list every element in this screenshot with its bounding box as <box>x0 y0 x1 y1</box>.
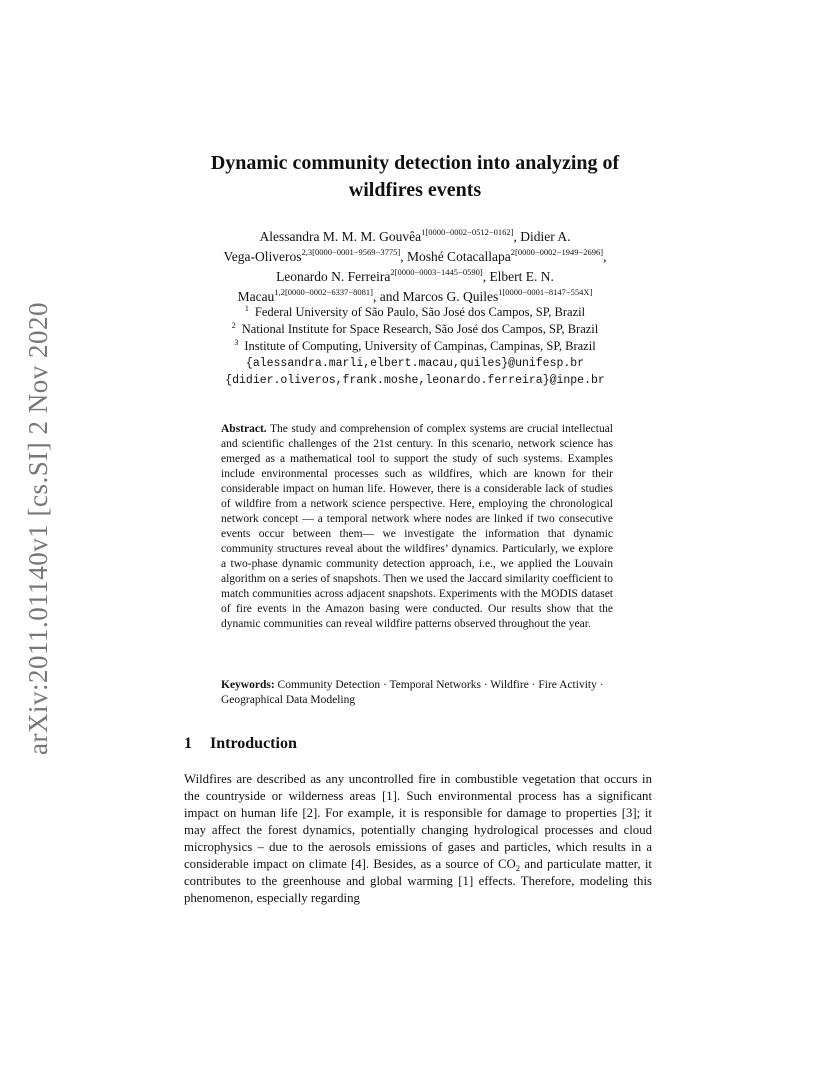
author-line-2 <box>160 247 670 267</box>
paper-title-line-2: wildfires events <box>348 179 482 201</box>
abstract-text: The study and comprehension of complex systems are crucial intellectual and scientific challenges of the 21st century. In this scenario, network science has emerged as a mathematical tool to support the study of such systems. Examples include environmental processes such as wildfires, which are known for their considerable impact on human life. However, there is a considerable lack of studies of wildfire from a network science perspective. Here, employing the chronological network concept — a temporal network where nodes are linked if two consecutive events occur between them— we investigate the information that dynamic community structures reveal about the wildfires’ dynamics. Particularly, we explore a two-phase dynamic community detection approach, i.e., we applied the Louvain algorithm on a series of snapshots. Then we used the Jaccard similarity coefficient to match communities across adjacent snapshots. Experiments with the MODIS dataset of fire events in the Amazon basing were conducted. Our results show that the dynamic communities can reveal wildfire patterns observed throughout the year. <box>221 423 613 630</box>
author-name: Leonardo N. Ferreira <box>276 269 391 284</box>
email-line-1: {alessandra.marli,elbert.macau,quiles}@unifesp.br <box>245 357 585 370</box>
author-separator: , <box>603 249 607 264</box>
email-line-2: {didier.oliveros,frank.moshe,leonardo.ferreira}@inpe.br <box>225 374 605 387</box>
intro-paragraph <box>184 771 652 907</box>
abstract <box>221 422 613 632</box>
affiliation-mark: 2 <box>231 321 236 330</box>
author-list <box>160 227 670 307</box>
author-name: , Moshé Cotacallapa <box>400 249 511 264</box>
paper-title <box>150 150 680 204</box>
section-number: 1 <box>184 735 192 752</box>
affiliation-text: Federal University of São Paulo, São José dos Campos, SP, Brazil <box>254 305 586 319</box>
intro-subscript: 2 <box>515 863 521 873</box>
section-title: Introduction <box>210 735 297 752</box>
author-name: , and Marcos G. Quiles <box>372 289 499 304</box>
intro-text-part-1: Wildfires are described as any uncontrolled fire in combustible vegetation that occurs in the countryside or wilderness areas [1]. Such environmental process has a significant impact on human life [2]. For example, it is responsible for damage to properties [3]; it may affect the forest dynamics, potentially changing hydrological processes and cloud microphysics – due to the aerosols emissions of gases and particles, which results in a considerable impact on climate [4]. Besides, as a source of CO <box>184 772 652 871</box>
affiliation-mark: 3 <box>234 338 239 347</box>
intro-text-part-2: and particulate matter, it contributes to the greenhouse and global warming [1] effects. Therefore, modeling this phenomenon, especially regarding <box>184 857 652 905</box>
author-name: Vega-Oliveros <box>223 249 302 264</box>
affiliation-mark: 1 <box>244 304 249 313</box>
author-orcid: 1[0000−0002−0512−0162] <box>421 227 514 237</box>
abstract-label: Abstract. <box>221 423 267 435</box>
section-heading <box>184 735 297 753</box>
author-orcid: 2[0000−0002−1949−2696] <box>510 247 604 257</box>
author-name: Alessandra M. M. M. Gouvêa <box>259 229 422 244</box>
author-line-1 <box>160 227 670 247</box>
author-line-3 <box>160 267 670 287</box>
author-orcid: 2,3[0000−0001−9569−3775] <box>301 247 401 257</box>
keywords <box>221 678 613 708</box>
keywords-text: Community Detection · Temporal Networks · Wildfire · Fire Activity · Geographical Data Modeling <box>221 679 604 706</box>
author-orcid: 1[0000−0001−8147−554X] <box>498 287 593 297</box>
author-name: , Elbert E. N. <box>482 269 554 284</box>
paper-title-line-1: Dynamic community detection into analyzing of <box>210 152 620 174</box>
arxiv-identifier-text: arXiv:2011.01140v1 [cs.SI] 2 Nov 2020 <box>22 301 53 755</box>
affiliation-1 <box>160 304 670 321</box>
author-name: , Didier A. <box>513 229 571 244</box>
affiliation-2 <box>160 321 670 338</box>
affiliation-3 <box>160 338 670 355</box>
author-name: Macau <box>237 289 275 304</box>
affiliation-text: Institute of Computing, University of Campinas, Campinas, SP, Brazil <box>244 339 596 353</box>
keywords-label: Keywords: <box>221 679 275 691</box>
arxiv-identifier <box>18 298 58 758</box>
author-orcid: 1,2[0000−0002−6337−8081] <box>274 287 373 297</box>
author-orcid: 2[0000−0003−1445−0590] <box>390 267 483 277</box>
affiliation-list <box>160 304 670 389</box>
affiliation-text: National Institute for Space Research, São José dos Campos, SP, Brazil <box>241 322 599 336</box>
